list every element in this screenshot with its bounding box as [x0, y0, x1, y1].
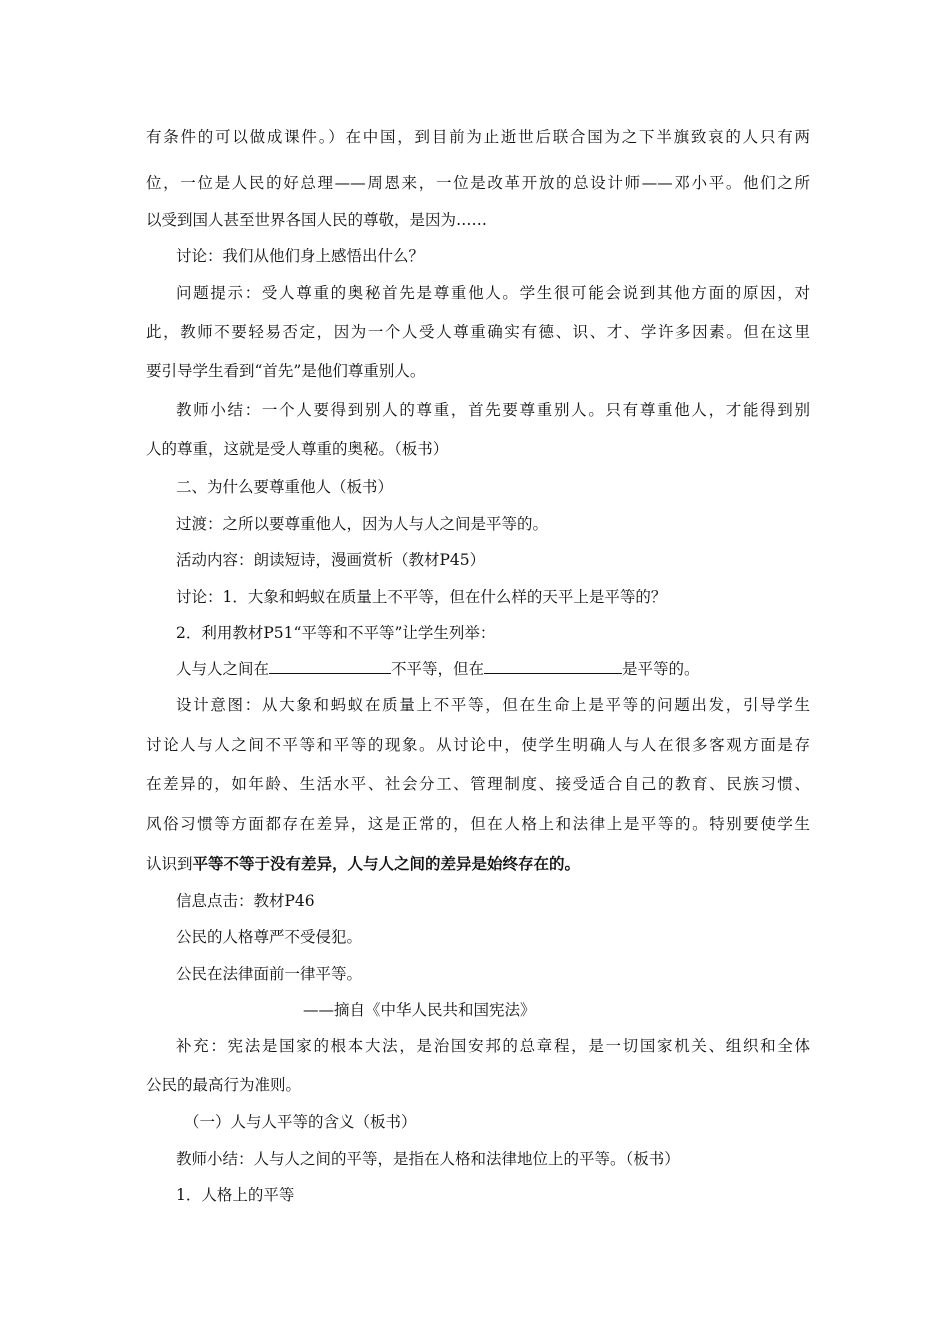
paragraph-line: 设计意图：从大象和蚂蚁在质量上不平等，但在生命上是平等的问题出发，引导学生 — [176, 696, 810, 714]
fill-text: 人与人之间在 — [176, 660, 270, 678]
discussion-question: 讨论：1．大象和蚂蚁在质量上不平等，但在什么样的天平上是平等的？ — [176, 588, 667, 606]
fill-in-blank-line — [176, 659, 810, 679]
paragraph-line: 位，一位是人民的好总理——周恩来，一位是改革开放的总设计师——邓小平。他们之所 — [146, 174, 810, 192]
discussion-question: 讨论：我们从他们身上感悟出什么？ — [176, 247, 425, 265]
paragraph-line: 人的尊重，这就是受人尊重的奥秘。（板书） — [146, 440, 449, 458]
text-prefix: 认识到 — [146, 855, 193, 873]
emphasis-text: 平等不等于没有差异，人与人之间的差异是始终存在的。 — [192, 854, 581, 873]
paragraph-line: 在差异的，如年龄、生活水平、社会分工、管理制度、接受适合自己的教育、民族习惯、 — [146, 775, 810, 793]
subsection-heading: （一）人与人平等的含义（板书） — [184, 1113, 417, 1131]
paragraph-line: 活动内容：朗读短诗，漫画赏析（教材P45） — [176, 551, 486, 569]
paragraph-line: 风俗习惯等方面都存在差异，这是正常的，但在人格上和法律上是平等的。特别要使学生 — [146, 815, 810, 833]
paragraph-line: 教师小结：人与人之间的平等，是指在人格和法律地位上的平等。（板书） — [176, 1150, 680, 1168]
quote-source: ——摘自《中华人民共和国宪法》 — [303, 1001, 536, 1019]
paragraph-line — [146, 854, 810, 874]
paragraph-line: 信息点击：教材P46 — [176, 892, 315, 910]
paragraph-line: 此，教师不要轻易否定，因为一个人受人尊重确实有德、识、才、学许多因素。但在这里 — [146, 323, 810, 341]
paragraph-line: 以受到国人甚至世界各国人民的尊敬，是因为…… — [146, 211, 488, 229]
fill-text: 是平等的。 — [622, 660, 700, 678]
fill-text: 不平等，但在 — [391, 660, 485, 678]
paragraph-line: 过渡：之所以要尊重他人，因为人与人之间是平等的。 — [176, 515, 549, 533]
quote-line: 公民的人格尊严不受侵犯。 — [176, 928, 363, 946]
paragraph-line: 问题提示：受人尊重的奥秘首先是尊重他人。学生很可能会说到其他方面的原因，对 — [176, 284, 810, 302]
paragraph-line: 2．利用教材P51“平等和不平等”让学生列举： — [176, 624, 496, 642]
blank-underline — [269, 659, 391, 674]
section-heading: 二、为什么要尊重他人（板书） — [176, 478, 394, 496]
paragraph-line: 补充：宪法是国家的根本大法，是治国安邦的总章程，是一切国家机关、组织和全体 — [176, 1037, 810, 1055]
paragraph-line: 教师小结：一个人要得到别人的尊重，首先要尊重别人。只有尊重他人，才能得到别 — [176, 401, 810, 419]
paragraph-line: 讨论人与人之间不平等和平等的现象。从讨论中，使学生明确人与人在很多客观方面是存 — [146, 736, 810, 754]
paragraph-line: 公民的最高行为准则。 — [146, 1076, 302, 1094]
paragraph-line: 有条件的可以做成课件。）在中国，到目前为止逝世后联合国为之下半旗致哀的人只有两 — [146, 128, 810, 146]
paragraph-line: 要引导学生看到“首先”是他们尊重别人。 — [146, 362, 426, 380]
blank-underline — [484, 659, 622, 674]
quote-line: 公民在法律面前一律平等。 — [176, 965, 363, 983]
point-heading: 1．人格上的平等 — [176, 1186, 295, 1204]
